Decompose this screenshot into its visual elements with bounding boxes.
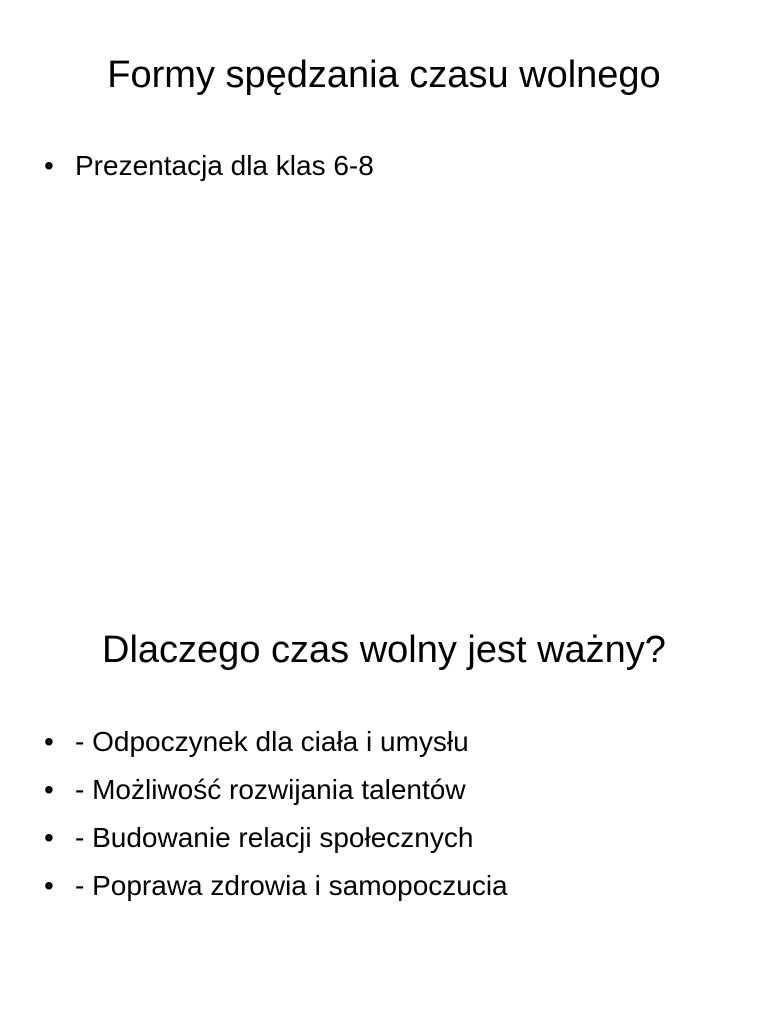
list-item xyxy=(44,862,508,910)
slide-title: Formy spędzania czasu wolnego xyxy=(107,54,661,96)
bullet-icon: • xyxy=(44,870,54,901)
list-item xyxy=(44,766,508,814)
bullet-icon: • xyxy=(44,726,54,757)
slide-2 xyxy=(0,576,768,1024)
bullet-icon: • xyxy=(44,150,54,181)
slide-title: Dlaczego czas wolny jest ważny? xyxy=(102,629,666,671)
bullet-icon: • xyxy=(44,822,54,853)
list-item xyxy=(44,142,374,190)
bullet-icon: • xyxy=(44,774,54,805)
bullet-list xyxy=(44,142,374,190)
bullet-text: - Poprawa zdrowia i samopoczucia xyxy=(75,870,508,901)
bullet-list xyxy=(44,718,508,910)
list-item xyxy=(44,814,508,862)
bullet-text: - Możliwość rozwijania talentów xyxy=(75,774,466,805)
bullet-text: - Budowanie relacji społecznych xyxy=(75,822,474,853)
bullet-text: - Odpoczynek dla ciała i umysłu xyxy=(75,726,469,757)
list-item xyxy=(44,718,508,766)
bullet-text: Prezentacja dla klas 6-8 xyxy=(75,150,374,181)
